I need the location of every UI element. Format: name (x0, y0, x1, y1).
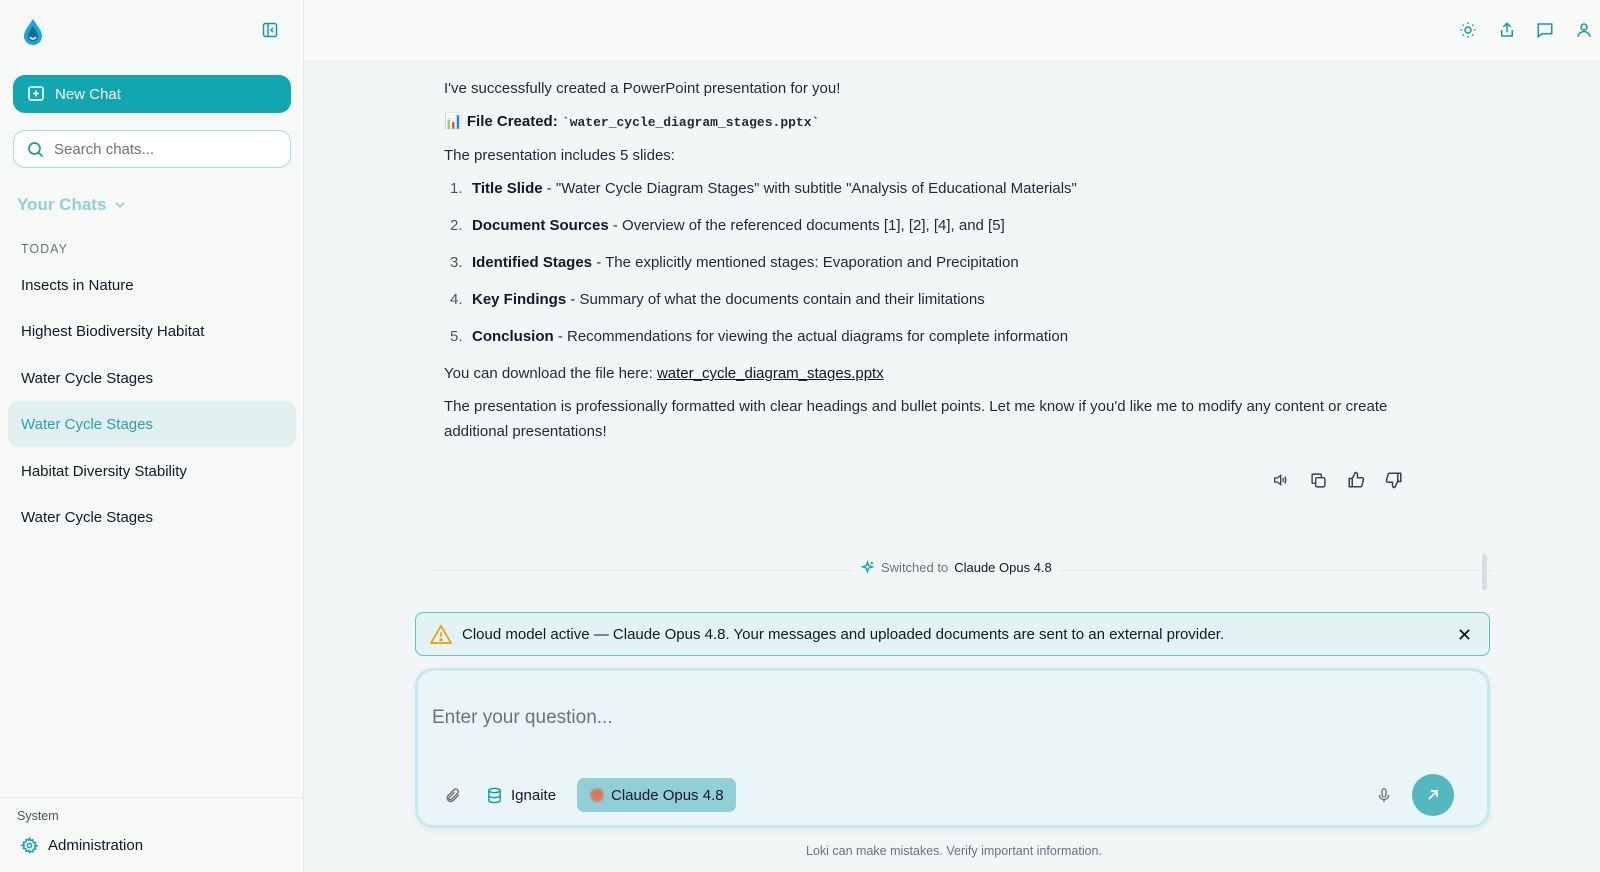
administration-label: Administration (48, 837, 144, 854)
message-actions (1270, 470, 1404, 490)
search-icon (27, 141, 44, 158)
model-selector-button[interactable] (577, 778, 736, 812)
warning-icon (430, 624, 452, 644)
slide-title: Conclusion (472, 328, 554, 345)
chat-title: Water Cycle Stages (21, 369, 153, 387)
chat-list-item[interactable] (8, 494, 296, 540)
search-chats-input[interactable] (54, 141, 274, 158)
slides-intro: The presentation includes 5 slides: (444, 147, 675, 164)
disclaimer-text: Loki can make mistakes. Verify important information. (806, 844, 1102, 858)
slide-title: Document Sources (472, 217, 609, 234)
administration-link[interactable] (21, 837, 143, 854)
your-chats-label: Your Chats (17, 195, 107, 214)
chat-list-item[interactable] (8, 355, 296, 401)
message-composer (415, 668, 1490, 828)
slide-item (450, 324, 1394, 349)
new-chat-icon (27, 85, 45, 103)
chat-list-item[interactable] (8, 262, 296, 308)
claude-starburst-icon (589, 787, 605, 803)
slide-number: 3. (450, 254, 463, 271)
sidebar (0, 0, 304, 872)
slide-item (450, 250, 1394, 275)
user-icon[interactable] (1574, 20, 1594, 40)
download-line (444, 361, 1394, 386)
download-text: You can download the file here: (444, 365, 657, 382)
message-closing: The presentation is professionally formatted with clear headings and bullet points. Let me know if you'd like me to modify any content or create additional presentations! (444, 398, 1388, 440)
chat-title: Water Cycle Stages (21, 508, 153, 526)
read-aloud-icon[interactable] (1270, 470, 1290, 490)
chart-emoji: 📊 (444, 113, 463, 130)
slide-desc: - "Water Cycle Diagram Stages" with subtitle "Analysis of Educational Materials" (542, 180, 1077, 197)
sidebar-divider (0, 797, 304, 798)
app-logo-icon[interactable] (22, 18, 44, 46)
chevron-down-icon (114, 199, 126, 211)
thumbs-down-icon[interactable] (1384, 470, 1404, 490)
slide-title: Title Slide (472, 180, 543, 197)
sparkle-icon (860, 560, 875, 575)
switch-prefix: Switched to (881, 560, 949, 575)
section-today-label: TODAY (21, 242, 68, 256)
new-chat-button[interactable] (13, 75, 291, 113)
chat-title: Highest Biodiversity Habitat (21, 322, 205, 340)
slide-number: 4. (450, 291, 463, 308)
knowledge-base-selector[interactable] (486, 781, 556, 809)
arrow-up-right-icon (1426, 788, 1440, 802)
gear-icon (21, 837, 38, 854)
file-created-label: File Created: (466, 113, 558, 130)
download-link[interactable]: water_cycle_diagram_stages.pptx (656, 365, 884, 382)
slide-item (450, 213, 1394, 238)
chat-title: Water Cycle Stages (21, 415, 153, 433)
slide-desc: - Summary of what the documents contain and their limitations (566, 291, 985, 308)
slide-item (450, 287, 1394, 312)
chat-bubble-icon[interactable] (1535, 20, 1555, 40)
file-created-line (444, 109, 1394, 135)
slide-number: 5. (450, 328, 463, 345)
collapse-sidebar-icon[interactable] (260, 20, 280, 40)
chat-list-item-active[interactable] (8, 401, 296, 447)
slide-item (450, 176, 1394, 201)
cloud-model-warning-banner (415, 612, 1490, 656)
switch-model-name: Claude Opus 4.8 (954, 560, 1052, 575)
banner-text: Cloud model active — Claude Opus 4.8. Your messages and uploaded documents are sent to an external provider. (462, 625, 1225, 643)
slide-number: 2. (450, 217, 463, 234)
microphone-icon[interactable] (1374, 785, 1394, 805)
sun-icon[interactable] (1458, 20, 1478, 40)
slide-number: 1. (450, 180, 463, 197)
slide-desc: - Overview of the referenced documents [1], [2], [4], and [5] (608, 217, 1005, 234)
slide-title: Identified Stages (472, 254, 593, 271)
chat-list-item[interactable] (8, 448, 296, 494)
slide-desc: - The explicitly mentioned stages: Evaporation and Precipitation (592, 254, 1019, 271)
question-input[interactable] (432, 707, 1332, 737)
database-icon (486, 787, 503, 804)
close-icon[interactable] (1455, 625, 1473, 643)
chat-list-item[interactable] (8, 308, 296, 354)
chat-title: Insects in Nature (21, 276, 134, 294)
paperclip-icon[interactable] (442, 785, 462, 805)
thumbs-up-icon[interactable] (1346, 470, 1366, 490)
chat-title: Habitat Diversity Stability (21, 462, 187, 480)
model-name: Claude Opus 4.8 (611, 786, 724, 804)
slide-title: Key Findings (472, 291, 567, 308)
model-switch-notice (852, 560, 1060, 575)
new-chat-label: New Chat (55, 85, 121, 103)
share-icon[interactable] (1497, 20, 1517, 40)
top-bar (304, 0, 1600, 62)
scrollbar-thumb[interactable] (1482, 554, 1487, 590)
chat-main (304, 62, 1600, 872)
slides-list (450, 176, 1394, 349)
assistant-message (444, 76, 1394, 452)
file-name-code: `water_cycle_diagram_stages.pptx` (561, 115, 820, 130)
knowledge-base-label: Ignaite (511, 786, 557, 804)
slide-desc: - Recommendations for viewing the actual diagrams for complete information (553, 328, 1069, 345)
your-chats-toggle[interactable] (17, 195, 126, 215)
message-intro: I've successfully created a PowerPoint presentation for you! (444, 80, 841, 97)
copy-icon[interactable] (1308, 470, 1328, 490)
send-button[interactable] (1412, 774, 1454, 816)
system-section-label: System (17, 809, 59, 823)
search-box (13, 130, 291, 168)
